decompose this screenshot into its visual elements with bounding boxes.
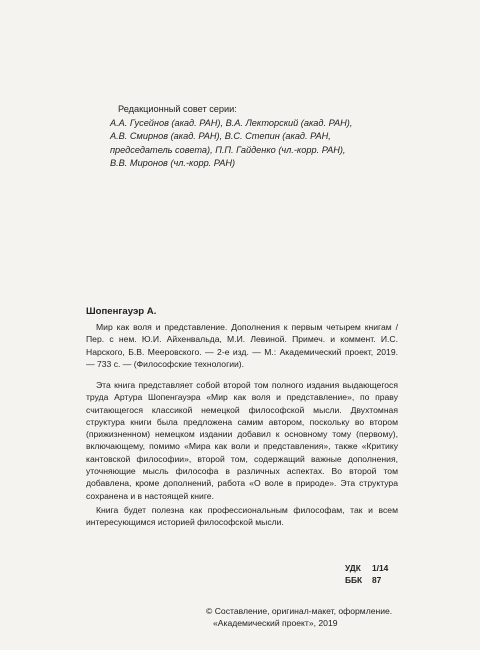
board-member-line: председатель совета), П.П. Гайденко (чл.-корр. РАН), <box>110 144 346 155</box>
bibliographic-text: Мир как воля и представление. Дополнения к первым четырем книгам / Пер. с нем. Ю.И. Айхенвальда, М.И. Левиной. Примеч. и коммент. И.С. Нарского, Б.В. Мееровского. — 2-е изд. — М.: Академический проект, 2019. — 733 с. — (Философские технологии). <box>86 322 398 369</box>
board-member-line: А.В. Смирнов (акад. РАН), В.С. Степин (акад. РАН, <box>110 131 331 142</box>
copyright-notice <box>206 606 392 629</box>
copyright-line: «Академический проект», 2019 <box>213 617 338 628</box>
editorial-board-members <box>110 117 410 171</box>
classification-codes <box>345 563 388 586</box>
udk-value: 1/14 <box>372 563 389 573</box>
editorial-board-heading: Редакционный совет серии: <box>118 104 237 114</box>
copyright-line: © Составление, оригинал-макет, оформление. <box>206 606 393 616</box>
board-member-line: А.А. Гусейнов (акад. РАН), В.А. Лекторский (акад. РАН), <box>110 117 353 128</box>
udk-label: УДК <box>345 563 361 573</box>
editorial-board <box>110 103 410 171</box>
bbk-label: ББК <box>345 574 363 585</box>
annotation-paragraph: Эта книга представляет собой второй том полного издания выдающегося труда Артура Шопенгауэра «Мир как воля и представление», по праву считающегося классикой немецкой философской мысли. Двухтомная структура книги была предложена самим автором, поскольку во втором (прижизненном) немецком издании добавил к основному тому (первому), включающему, помимо «Мира как воли и представления», также «Критику кантовской философии», второй том, содержащий важные дополнения, уточняющие мысль философа в различных аспектах. Во второй том добавлена, кроме дополнений, работа «О воле в природе». Эта структура сохранена и в настоящей книге. <box>86 380 398 501</box>
bibliographic-record <box>86 321 398 370</box>
bbk-value: 87 <box>372 574 382 585</box>
board-member-line: В.В. Миронов (чл.-корр. РАН) <box>110 158 236 169</box>
author-name: Шопенгауэр А. <box>86 306 157 317</box>
annotation <box>86 379 398 529</box>
annotation-paragraph: Книга будет полезна как профессиональным философам, так и всем интересующимся историей философской мысли. <box>86 504 398 528</box>
